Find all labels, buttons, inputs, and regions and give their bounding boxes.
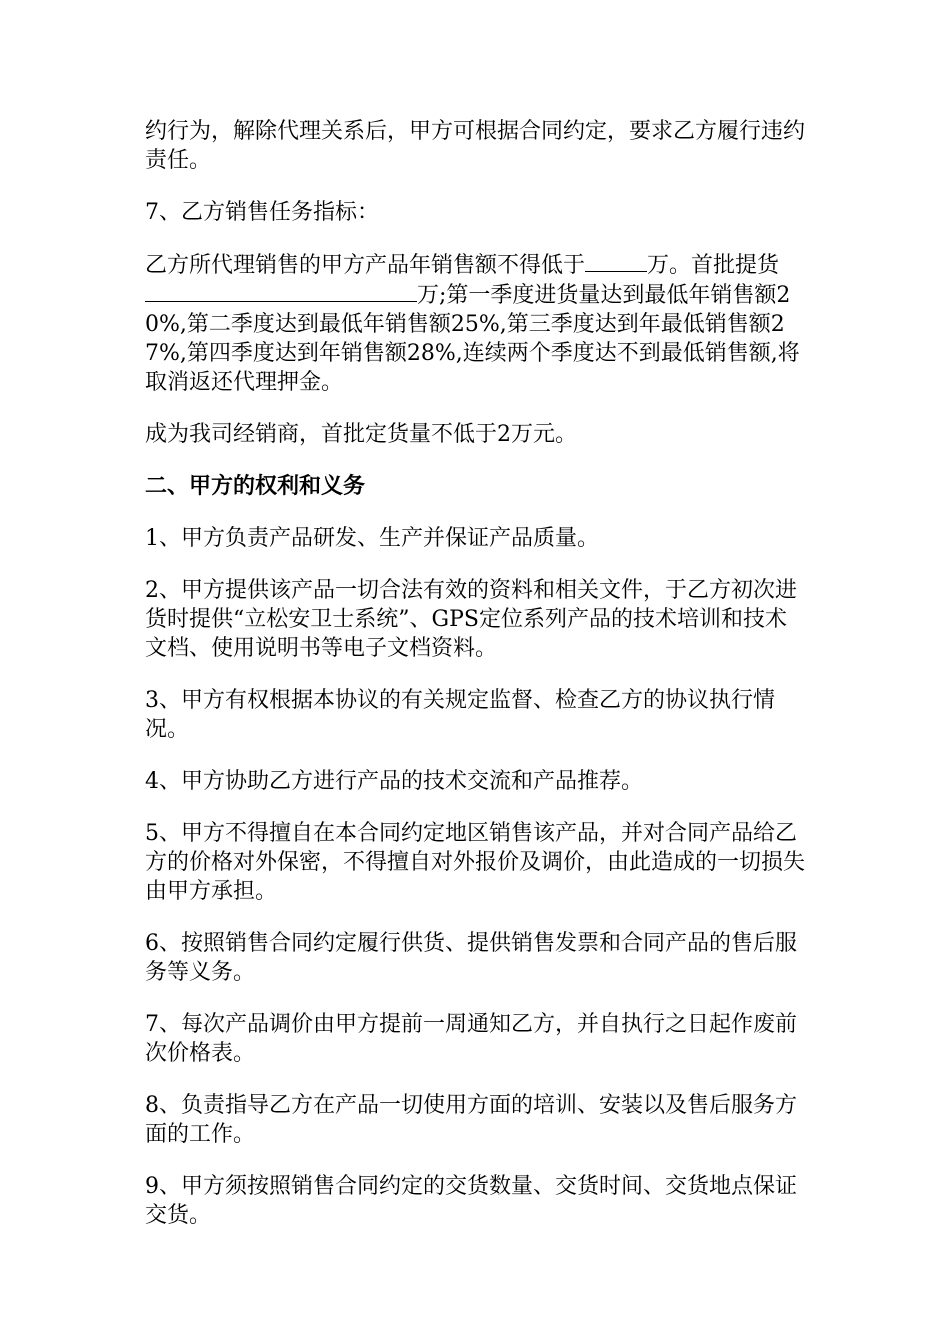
obligation-item: 9、甲方须按照销售合同约定的交货数量、交货时间、交货地点保证交货。 <box>145 1174 797 1228</box>
obligation-item: 6、按照销售合同约定履行供货、提供销售发票和合同产品的售后服务等义务。 <box>145 931 797 985</box>
annual-sales-blank[interactable] <box>585 250 647 272</box>
paragraph-breach-liability: 约行为，解除代理关系后，甲方可根据合同约定，要求乙方履行违约责任。 <box>145 119 806 173</box>
obligation-item: 5、甲方不得擅自在本合同约定地区销售该产品，并对合同产品给乙方的价格对外保密，不得擅自对外报价及调价，由此造成的一切损失由甲方承担。 <box>145 821 806 904</box>
obligation-item: 7、每次产品调价由甲方提前一周通知乙方，并自执行之日起作废前次价格表。 <box>145 1012 797 1066</box>
sales-target-text-b: 万。首批提货 <box>647 253 780 278</box>
section-heading: 二、甲方的权利和义务 <box>145 473 366 499</box>
obligation-item: 1、甲方负责产品研发、生产并保证产品质量。 <box>145 526 599 551</box>
obligation-item: 3、甲方有权根据本协议的有关规定监督、检查乙方的协议执行情况。 <box>145 688 775 742</box>
paragraph-sales-target <box>145 250 805 397</box>
obligation-item: 8、负责指导乙方在产品一切使用方面的培训、安装以及售后服务方面的工作。 <box>145 1093 797 1147</box>
obligation-item: 2、甲方提供该产品一切合法有效的资料和相关文件，于乙方初次进货时提供“立松安卫士系统”、GPS定位系列产品的技术培训和技术文档、使用说明书等电子文档资料。 <box>145 578 797 661</box>
first-order-blank[interactable] <box>145 280 417 302</box>
sales-target-text-c: 万;第一季度进货量达到最低年销售额20%,第二季度达到最低年销售额25%,第三季度达到年最低销售额27%,第四季度达到年销售额28%,连续两个季度达不到最低销售额,将取消返还代理押金。 <box>145 283 800 395</box>
paragraph-first-order: 成为我司经销商，首批定货量不低于2万元。 <box>145 422 577 447</box>
paragraph-sales-target-title: 7、乙方销售任务指标： <box>145 200 379 225</box>
sales-target-text-a: 乙方所代理销售的甲方产品年销售额不得低于 <box>145 253 586 278</box>
document-page <box>145 117 805 1253</box>
obligation-item: 4、甲方协助乙方进行产品的技术交流和产品推荐。 <box>145 769 643 794</box>
